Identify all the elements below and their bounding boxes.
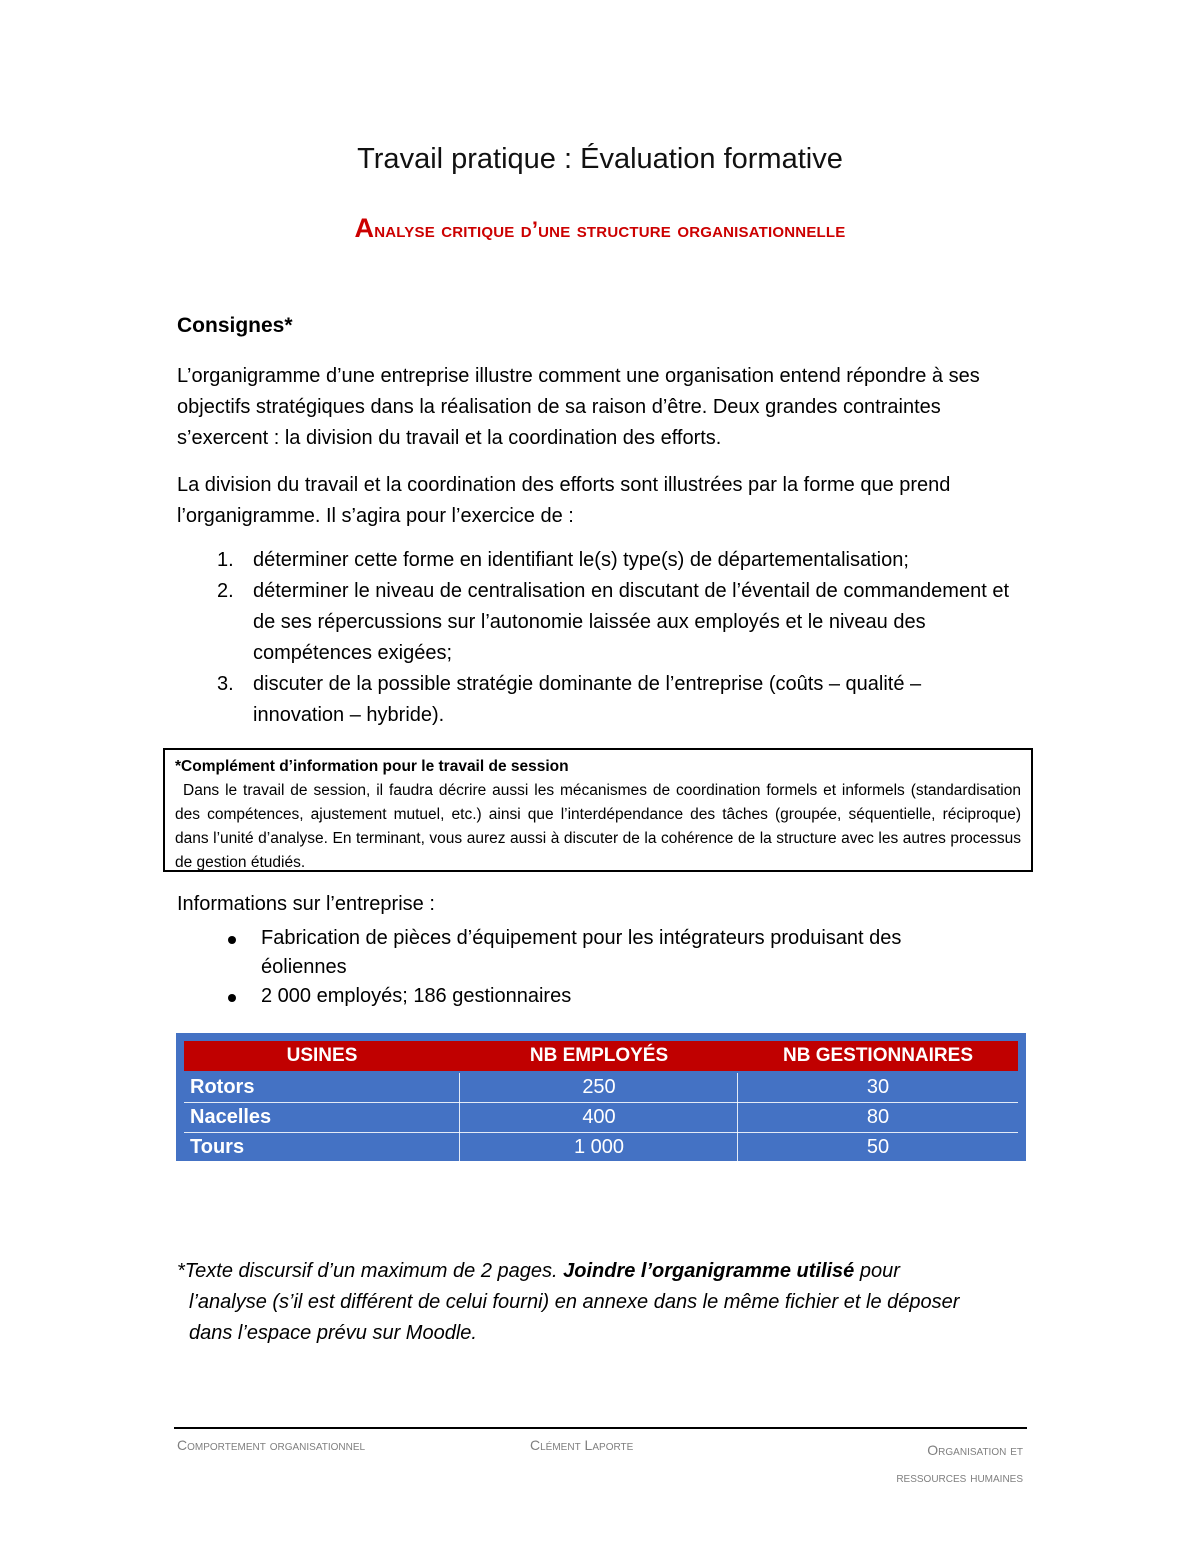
footer-department bbox=[820, 1437, 1023, 1491]
plants-table bbox=[176, 1033, 1026, 1161]
note-line3: dans l’espace prévu sur Moodle. bbox=[189, 1322, 477, 1344]
list-item bbox=[177, 545, 1017, 576]
steps-list bbox=[177, 545, 1017, 731]
list-item bbox=[177, 982, 977, 1011]
cell-employes: 400 bbox=[582, 1106, 616, 1128]
header-gestionnaires: NB GESTIONNAIRES bbox=[782, 1045, 974, 1066]
cell-employes: 250 bbox=[582, 1076, 616, 1098]
footer-dept-line1: Organisation et bbox=[927, 1442, 1023, 1458]
list-item bbox=[177, 924, 977, 982]
header-usines: USINES bbox=[286, 1045, 358, 1066]
footer-author: Clément Laporte bbox=[530, 1437, 634, 1453]
list-item bbox=[177, 576, 1017, 669]
list-item bbox=[177, 669, 1017, 731]
submission-note bbox=[177, 1256, 1057, 1349]
cell-gestionnaires: 50 bbox=[866, 1136, 890, 1158]
table-row bbox=[184, 1073, 1018, 1103]
step-text: déterminer cette forme en identifiant le(s) type(s) de départementalisation; bbox=[253, 549, 909, 571]
cell-gestionnaires: 30 bbox=[866, 1076, 890, 1098]
step-number: 1. bbox=[217, 549, 234, 571]
bullet-icon bbox=[228, 936, 236, 944]
company-info-label: Informations sur l’entreprise : bbox=[177, 893, 435, 915]
table-row bbox=[184, 1103, 1018, 1133]
complement-title: *Complément d’information pour le travail de session bbox=[175, 758, 569, 775]
cell-usine: Tours bbox=[190, 1136, 245, 1158]
cell-gestionnaires: 80 bbox=[866, 1106, 890, 1128]
footer-dept-line2: ressources humaines bbox=[896, 1469, 1023, 1485]
step-number: 3. bbox=[217, 673, 234, 695]
note-bold: Joindre l’organigramme utilisé bbox=[563, 1260, 855, 1282]
fact-text: 2 000 employés; 186 gestionnaires bbox=[261, 985, 572, 1007]
instructions-heading: Consignes* bbox=[177, 314, 293, 337]
footer-divider bbox=[174, 1427, 1027, 1429]
cell-usine: Nacelles bbox=[190, 1106, 272, 1128]
table-row bbox=[184, 1133, 1018, 1163]
table-header bbox=[184, 1041, 1018, 1071]
complement-text: Dans le travail de session, il faudra décrire aussi les mécanismes de coordination formels et informels (standardisation des compétences, ajustement mutuel, etc.) ainsi que l’interdépendance des tâches (groupée, séquentielle, réciproque) dans l’unité d’analyse. En terminant, vous aurez aussi à discuter de la cohérence de la structure avec les autres processus de gestion étudiés. bbox=[175, 782, 1021, 871]
page-subtitle bbox=[0, 213, 1200, 244]
division-paragraph: La division du travail et la coordination des efforts sont illustrées par la forme que prend l’organigramme. Il s’agira pour l’exercice de : bbox=[177, 474, 951, 527]
footer-course: Comportement organisationnel bbox=[177, 1437, 366, 1453]
cell-employes: 1 000 bbox=[573, 1136, 625, 1158]
company-facts-list bbox=[177, 924, 977, 1011]
header-employes: NB EMPLOYÉS bbox=[529, 1045, 669, 1066]
step-text: discuter de la possible stratégie dominante de l’entreprise (coûts – qualité – innovation – hybride). bbox=[253, 673, 922, 726]
note-line2: l’analyse (s’il est différent de celui fourni) en annexe dans le même fichier et le déposer bbox=[189, 1291, 960, 1313]
note-line1 bbox=[177, 1260, 900, 1282]
complement-box bbox=[163, 748, 1033, 872]
subtitle-rest: nalyse critique d’une structure organisationnelle bbox=[374, 217, 846, 242]
step-text: déterminer le niveau de centralisation en discutant de l’éventail de commandement et de ses répercussions sur l’autonomie laissée aux employés et le niveau des compétences exigées; bbox=[253, 580, 1009, 664]
cell-usine: Rotors bbox=[190, 1076, 255, 1098]
bullet-icon bbox=[228, 994, 236, 1002]
note-suffix: pour bbox=[854, 1260, 900, 1282]
fact-text: Fabrication de pièces d’équipement pour les intégrateurs produisant des éoliennes bbox=[261, 927, 902, 978]
page-title: Travail pratique : Évaluation formative bbox=[357, 143, 843, 175]
intro-paragraph: L’organigramme d’une entreprise illustre comment une organisation entend répondre à ses objectifs stratégiques dans la réalisation de sa raison d’être. Deux grandes contraintes s’exercent : la division du travail et la coordination des efforts. bbox=[177, 365, 980, 449]
note-prefix: *Texte discursif d’un maximum de 2 pages. bbox=[177, 1260, 564, 1282]
step-number: 2. bbox=[217, 580, 234, 602]
subtitle-first-letter: A bbox=[354, 213, 375, 243]
